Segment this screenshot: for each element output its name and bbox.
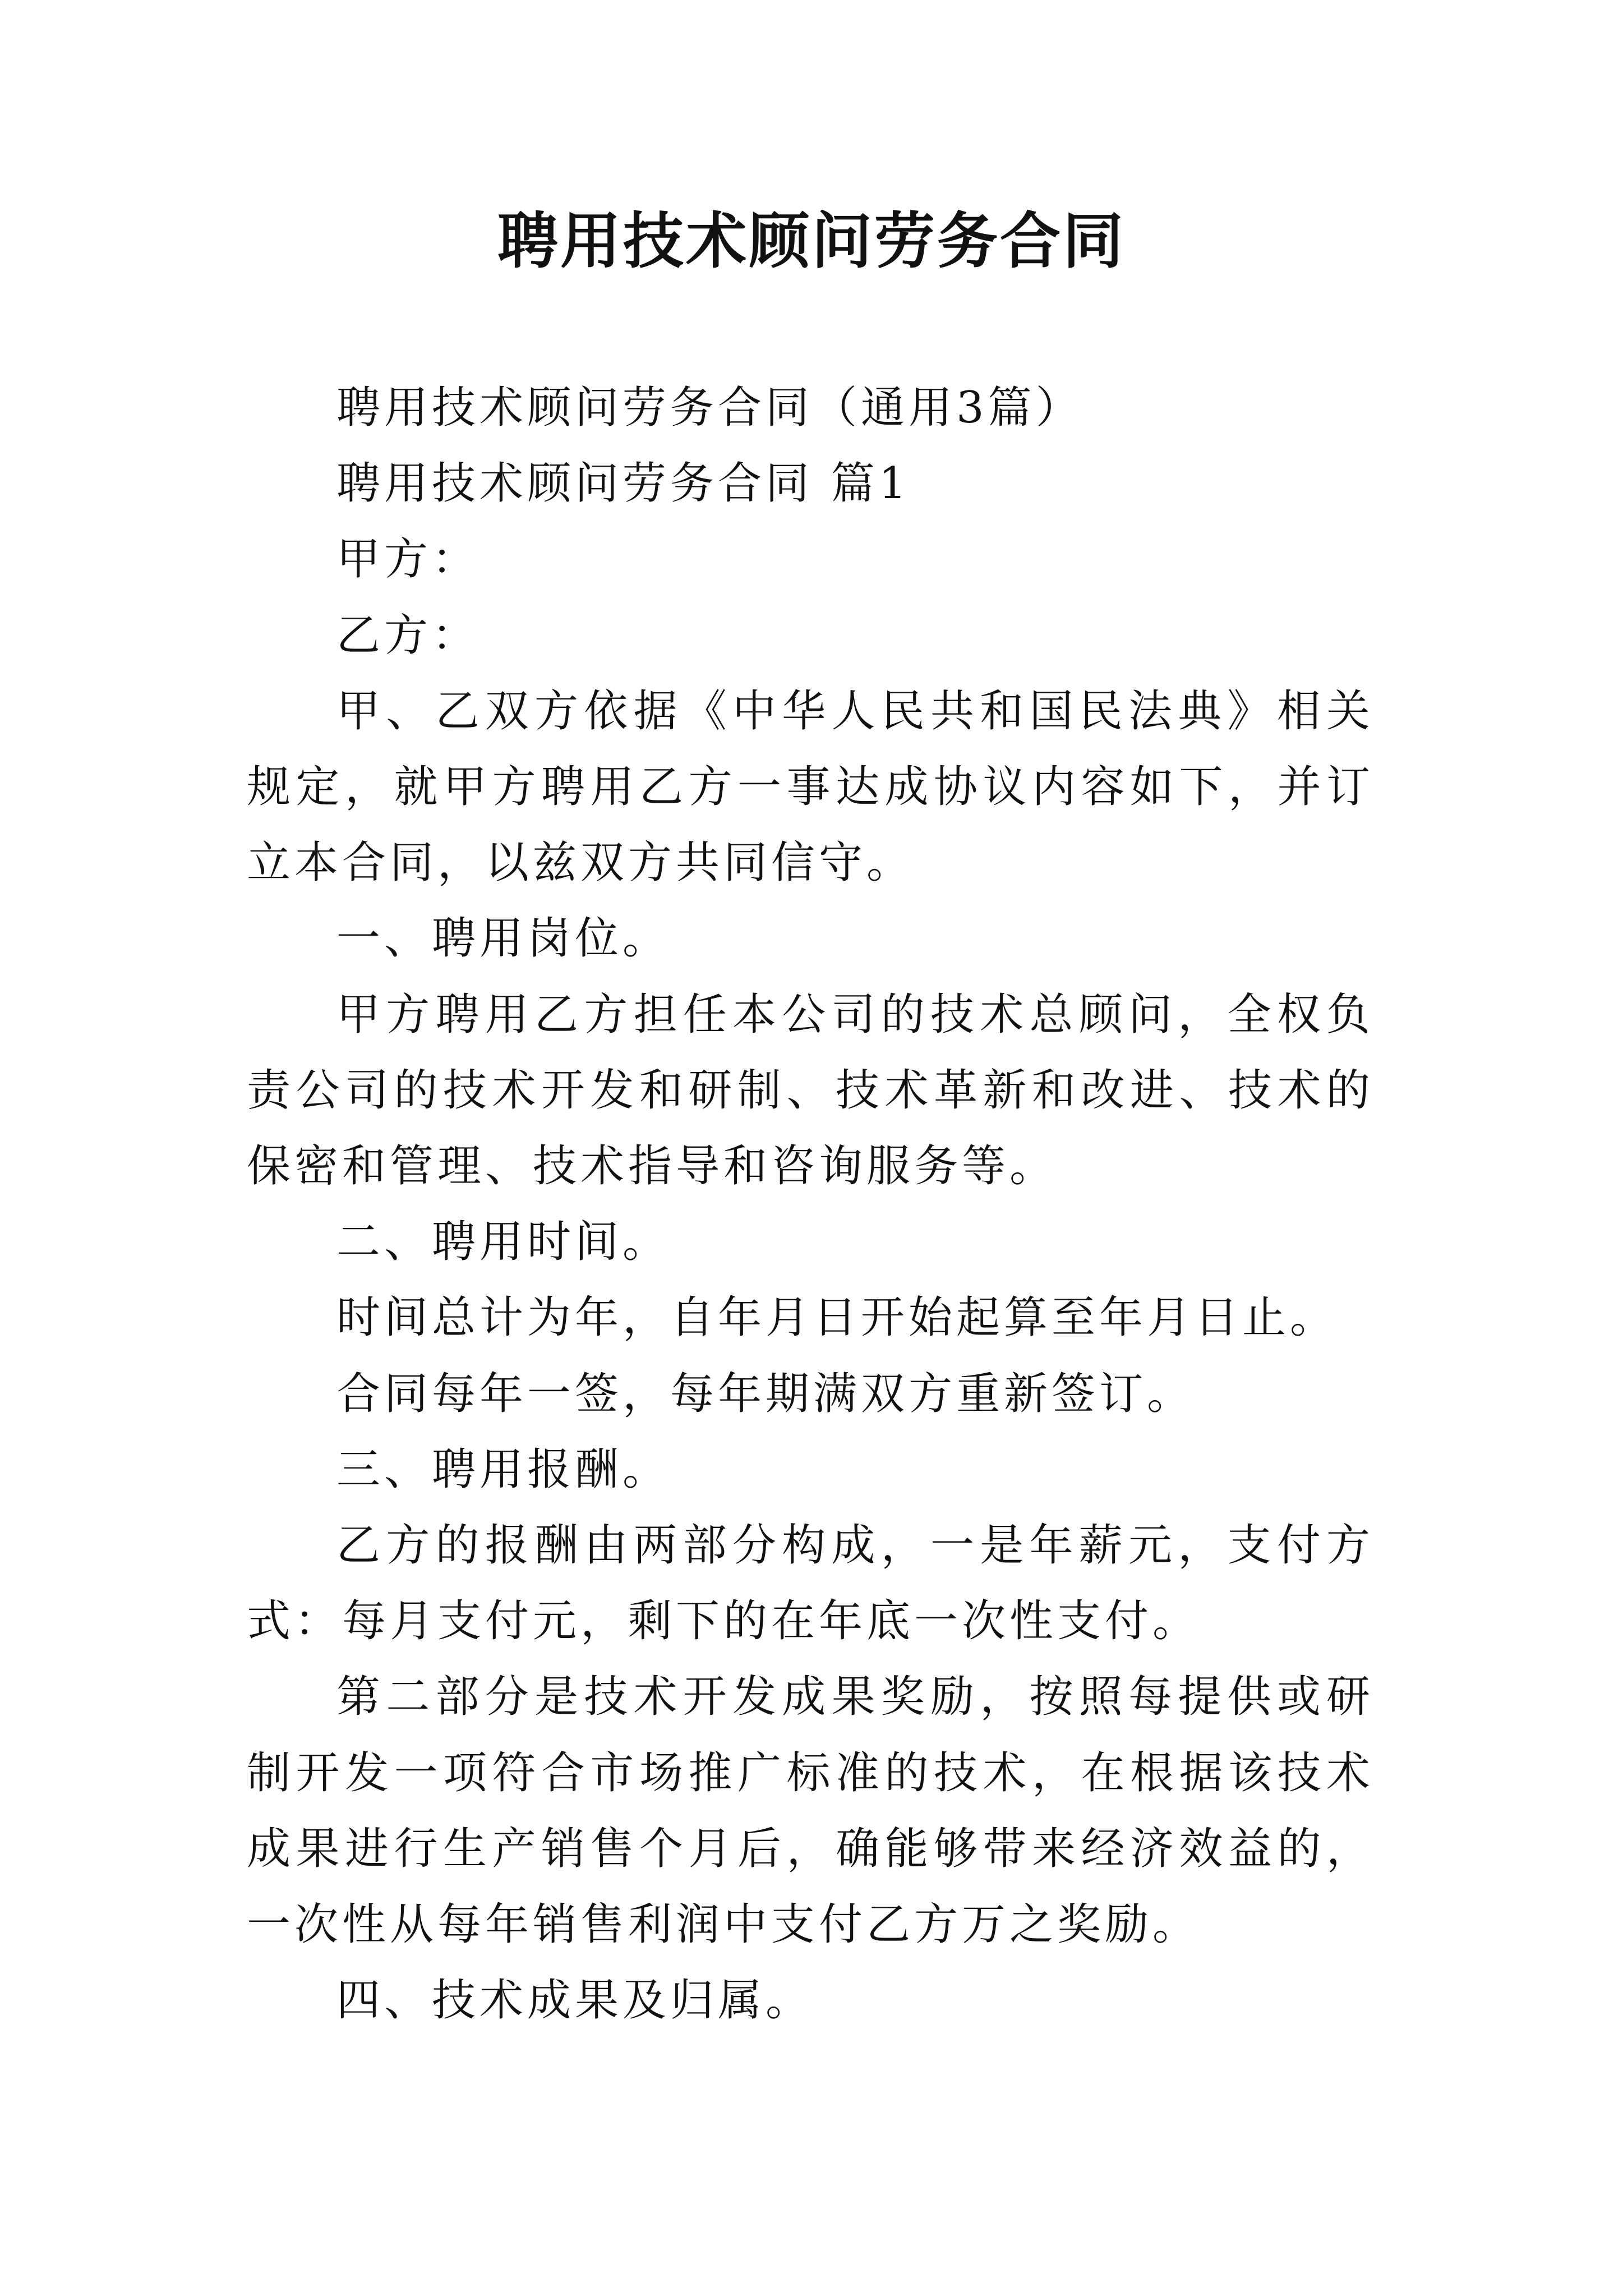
section-heading-results: 四、技术成果及归属。 <box>336 1975 814 2026</box>
section-heading-position: 一、聘用岗位。 <box>336 913 671 964</box>
paragraph-subtitle: 聘用技术顾问劳务合同（通用3篇） <box>336 383 1083 433</box>
paragraph-term-duration: 时间总计为年，自年月日开始起算至年月日止。 <box>336 1292 1338 1343</box>
paragraph-compensation-bonus: 第二部分是技术开发成果奖励，按照每提供或研制开发一项符合市场推广标准的技术，在根据该技术成果进行生产销售个月后，确能够带来经济效益的，一次性从每年销售利润中支付乙方万之奖励。 <box>247 1672 1374 1950</box>
paragraph-party-a: 甲方： <box>336 534 480 585</box>
document-body <box>247 370 1374 2039</box>
section-heading-term: 二、聘用时间。 <box>336 1217 671 1268</box>
paragraph-compensation-salary: 乙方的报酬由两部分构成，一是年薪元，支付方式：每月支付元，剩下的在年底一次性支付。 <box>247 1520 1374 1647</box>
paragraph-part-heading: 聘用技术顾问劳务合同 篇1 <box>336 458 911 509</box>
paragraph-term-renewal: 合同每年一签，每年期满双方重新签订。 <box>336 1368 1195 1419</box>
paragraph-party-b: 乙方： <box>336 610 480 661</box>
section-heading-compensation: 三、聘用报酬。 <box>336 1444 671 1495</box>
document-title: 聘用技术顾问劳务合同 <box>497 206 1126 277</box>
paragraph-preamble: 甲、乙双方依据《中华人民共和国民法典》相关规定，就甲方聘用乙方一事达成协议内容如下，并订立本合同，以兹双方共同信守。 <box>247 685 1374 889</box>
paragraph-position-duties: 甲方聘用乙方担任本公司的技术总顾问，全权负责公司的技术开发和研制、技术革新和改进、技术的保密和管理、技术指导和咨询服务等。 <box>247 989 1374 1192</box>
